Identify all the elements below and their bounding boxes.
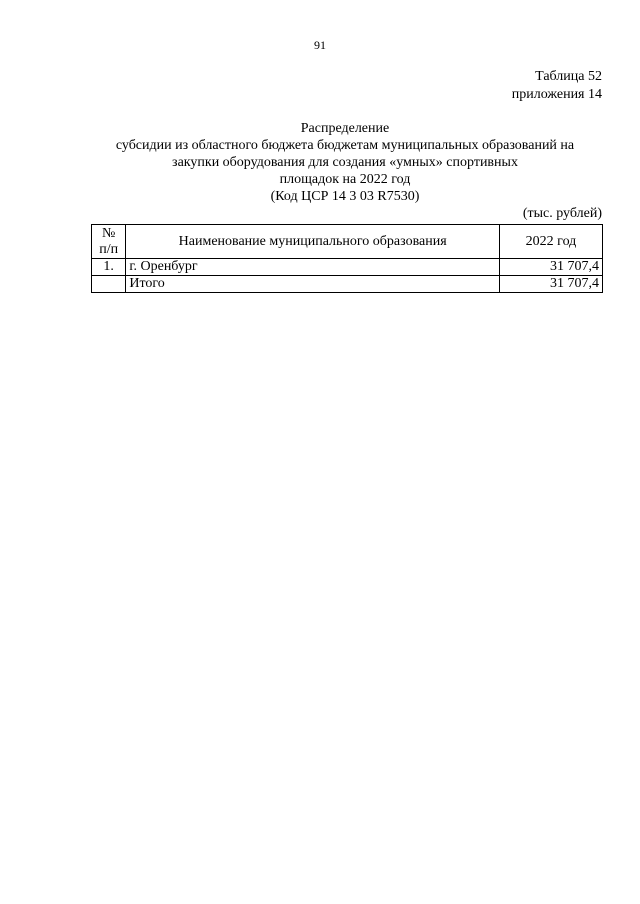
table-number: Таблица 52 [535,69,602,84]
subsidy-table [91,224,603,293]
row-name: г. Оренбург [126,259,500,276]
heading-line-3: закупки оборудования для создания «умных» спортивных [172,155,518,170]
table-header-row [92,225,603,259]
header-number-pp: п/п [99,241,119,257]
total-number-cell [92,276,126,293]
heading-line-5: (Код ЦСР 14 3 03 R7530) [270,189,420,204]
table-reference [512,68,602,104]
row-number: 1. [92,259,126,276]
header-year: 2022 год [499,225,602,259]
header-name: Наименование муниципального образования [126,225,500,259]
table-row [92,259,603,276]
heading-line-2: субсидии из областного бюджета бюджетам муниципальных образований на [115,138,575,153]
total-label: Итого [126,276,500,293]
header-number [92,225,126,259]
appendix-number: приложения 14 [511,87,602,102]
total-value: 31 707,4 [499,276,602,293]
heading-line-4: площадок на 2022 год [279,172,411,187]
heading-line-1: Распределение [300,121,390,136]
row-value: 31 707,4 [499,259,602,276]
document-heading [60,120,630,205]
page-number: 91 [314,38,326,52]
units-label: (тыс. рублей) [522,206,602,221]
total-row [92,276,603,293]
header-number-symbol: № [101,225,116,241]
